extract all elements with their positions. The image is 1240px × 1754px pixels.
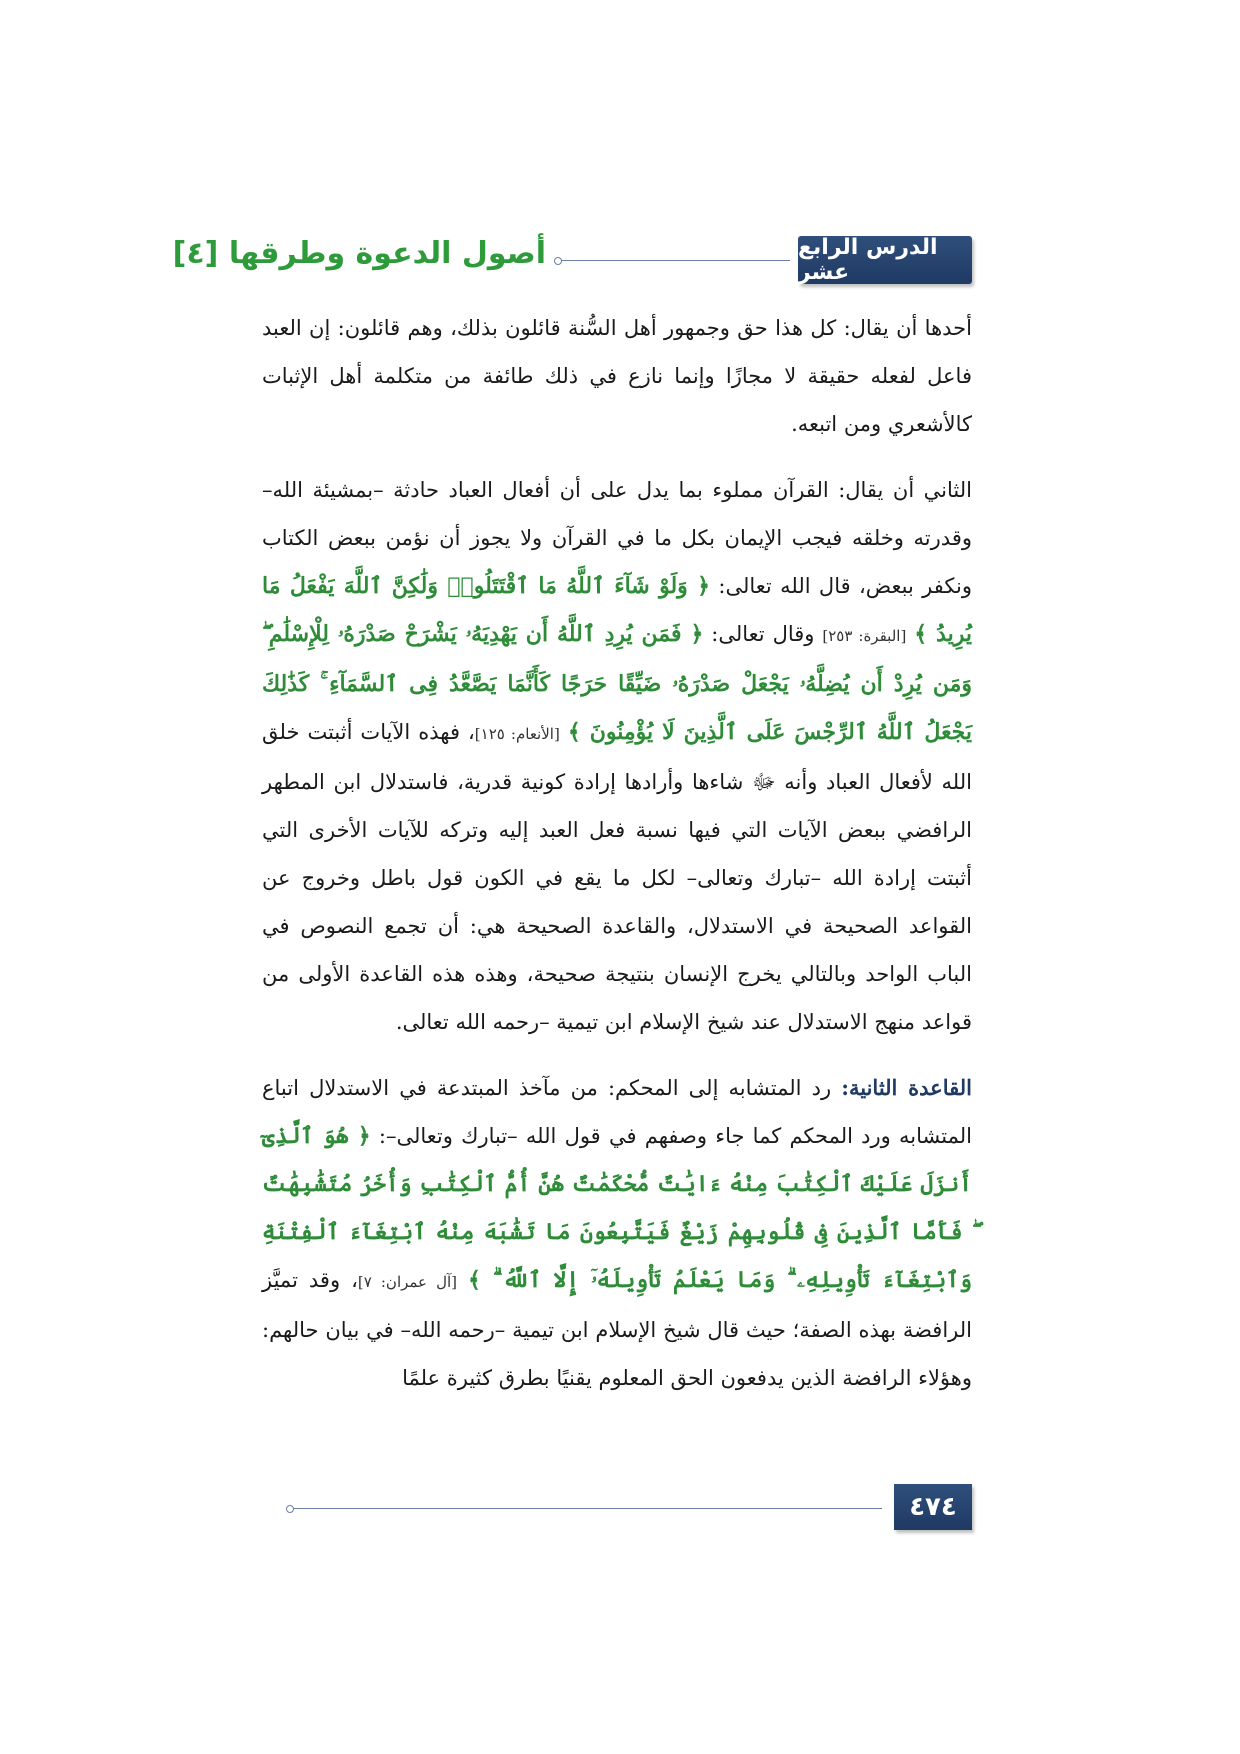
paragraph-2-rest: ، فهذه الآيات أثبتت خلق الله لأفعال العباد وأنه ﷻ شاءها وأرادها إرادة كونية قدرية، فاستدلال ابن المطهر الرافضي ببعض الآيات التي فيها نسبة فعل العبد إليه وتركه للآيات الأخرى التي أثبتت إرادة الله –تبارك وتعالى– لكل ما يقع في الكون قول باطل وخروج عن القواعد الصحيحة في الاستدلال، والقاعدة الصحيحة هي: أن تجمع النصوص في الباب الواحد وبالتالي يخرج الإنسان بنتيجة صحيحة، وهذه هذه القاعدة الأولى من قواعد منهج الاستدلال عند شيخ الإسلام ابن تيمية –رحمه الله تعالى. (262, 720, 973, 1034)
verse-reference-baqarah: [البقرة: ٢٥٣] (822, 627, 907, 645)
book-title: أصول الدعوة وطرقها [٤] (172, 236, 546, 271)
verse-reference-anam: [الأنعام: ١٢٥] (474, 725, 560, 743)
lesson-label: الدرس الرابع عشر (798, 235, 938, 285)
footer-divider (292, 1508, 882, 1509)
verse-reference-al-imran: [آل عمران: ٧] (357, 1273, 458, 1291)
page-footer (262, 1484, 972, 1532)
lesson-badge (798, 236, 972, 284)
paragraph-2 (262, 466, 972, 1046)
page-body (262, 304, 972, 1420)
page-header (172, 232, 972, 288)
paragraph-1 (262, 304, 972, 448)
page-number: ٤٧٤ (894, 1484, 972, 1530)
paragraph-3-intro: رد المتشابه إلى المحكم: من مآخذ المبتدعة في الاستدلال اتباع المتشابه ورد المحكم كما جاء وصفهم في قول الله –تبارك وتعالى–: (262, 1076, 972, 1148)
quran-verse-al-imran: ﴿ هُوَ ٱلَّذِىٓ أَنزَلَ عَلَيْكَ ٱلْكِتَٰبَ مِنْهُ ءَايَٰتٌ مُّحْكَمَٰتٌ هُنَّ أُمُّ ٱلْكِتَٰبِ وَأُخَرُ مُتَشَٰبِهَٰتٌ ۖ فَأَمَّا ٱلَّذِينَ فِى قُلُوبِهِمْ زَيْغٌ فَيَتَّبِعُونَ مَا تَشَٰبَهَ مِنْهُ ٱبْتِغَآءَ ٱلْفِتْنَةِ وَٱبْتِغَآءَ تَأْوِيلِهِۦ ۗ وَمَا يَعْلَمُ تَأْوِيلَهُۥٓ إِلَّا ٱللَّهُ ۗ ﴾ (262, 1123, 973, 1293)
paragraph-2-mid: وقال تعالى: (711, 622, 815, 646)
header-divider (554, 260, 790, 261)
paragraph-3-rest: ، وقد تميَّز الرافضة بهذه الصفة؛ حيث قال شيخ الإسلام ابن تيمية –رحمه الله– في بيان حالهم: وهؤلاء الرافضة الذين يدفعون الحق المعلوم يقنيًا بطرق كثيرة علمًا (262, 1268, 972, 1390)
paragraph-1-text: أحدها أن يقال: كل هذا حق وجمهور أهل السُّنة قائلون بذلك، وهم قائلون: إن العبد فاعل لفعله حقيقة لا مجازًا وإنما نازع في ذلك طائفة من متكلمة أهل الإثبات كالأشعري ومن اتبعه. (262, 316, 972, 436)
rule-heading: القاعدة الثانية: (841, 1075, 972, 1100)
quran-verse-anam: ﴿ فَمَن يُرِدِ ٱللَّهُ أَن يَهْدِيَهُۥ يَشْرَحْ صَدْرَهُۥ لِلْإِسْلَٰمِ ۖ وَمَن يُرِدْ أَن يُضِلَّهُۥ يَجْعَلْ صَدْرَهُۥ ضَيِّقًا حَرَجًا كَأَنَّمَا يَصَّعَّدُ فِى ٱلسَّمَآءِ ۚ كَذَٰلِكَ يَجْعَلُ ٱللَّهُ ٱلرِّجْسَ عَلَى ٱلَّذِينَ لَا يُؤْمِنُونَ ﴾ (262, 621, 973, 745)
paragraph-3 (262, 1064, 972, 1402)
paragraph-2-intro: الثاني أن يقال: القرآن مملوء بما يدل على أن أفعال العباد حادثة –بمشيئة الله– وقدرته وخلقه فيجب الإيمان بكل ما في القرآن ولا يجوز أن نؤمن ببعض الكتاب ونكفر ببعض، قال الله تعالى: (262, 478, 972, 598)
quran-verse-baqarah: ﴿ وَلَوْ شَآءَ ٱللَّهُ مَا ٱقْتَتَلُوا۟ وَلَٰكِنَّ ٱللَّهَ يَفْعَلُ مَا يُرِيدُ ﴾ (262, 573, 972, 647)
